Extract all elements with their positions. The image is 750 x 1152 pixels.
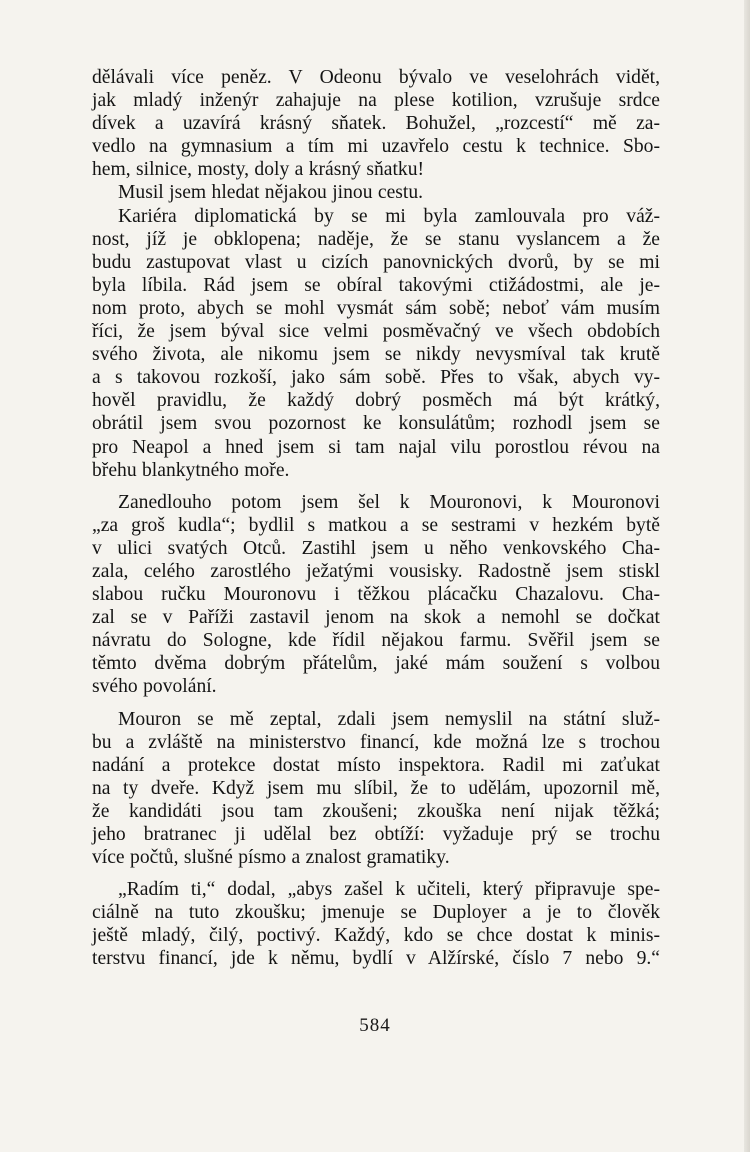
text-line: hověl pravidlu, že každý dobrý posměch má být krátký,: [92, 390, 660, 412]
text-line: hem, silnice, mosty, doly a krásný sňatku!: [92, 159, 425, 181]
text-line: dělávali více peněz. V Odeonu bývalo ve veselohrách vidět,: [92, 67, 660, 88]
text-line: Musil jsem hledat nějakou jinou cestu.: [118, 182, 424, 204]
text-line: Mouron se mě zeptal, zdali jsem nemyslil na státní služ-: [118, 708, 660, 730]
text-line: více počtů, slušné písmo a znalost gramatiky.: [92, 847, 450, 869]
text-line: říci, že jsem býval sice velmi posměvačný ve všech obdobích: [92, 321, 660, 343]
body-text: [92, 66, 660, 971]
text-line: Kariéra diplomatická by se mi byla zamlouvala pro váž-: [118, 205, 660, 227]
page-number: 584: [359, 1015, 391, 1036]
text-line: slabou ručku Mouronovu i těžkou plácačku Chazalovu. Cha-: [92, 584, 660, 606]
page-edge: [744, 0, 750, 1152]
text-line: byla líbila. Rád jsem se obíral takovými ctižádostmi, ale je-: [92, 274, 660, 296]
text-line: dívek a uzavírá krásný sňatek. Bohužel, „rozcestí“ mě za-: [92, 113, 660, 135]
text-line: návratu do Sologne, kde řídil nějakou farmu. Svěřil jsem se: [92, 630, 660, 652]
text-line: budu zastupovat vlast u cizích panovnických dvorů, by se mi: [92, 251, 660, 273]
text-line: ciálně na tuto zkoušku; jmenuje se Duployer a je to člověk: [92, 902, 660, 924]
text-line: „za groš kudla“; bydlil s matkou a se sestrami v hezkém bytě: [92, 514, 660, 536]
text-line: svého povolání.: [92, 676, 217, 698]
text-line: bu a zvláště na ministerstvo financí, kde možná lze s trochou: [92, 731, 660, 753]
text-line: zal se v Paříži zastavil jenom na skok a nemohl se dočkat: [92, 607, 660, 629]
text-line: na ty dveře. Když jsem mu slíbil, že to udělám, upozornil mě,: [92, 777, 660, 799]
text-line: nom proto, abych se mohl vysmát sám sobě; neboť vám musím: [92, 297, 660, 319]
text-line: těmto dvěma dobrým přátelům, jaké mám soužení s volbou: [92, 653, 660, 675]
text-line: obrátil jsem svou pozornost ke konsulátům; rozhodl jsem se: [92, 413, 660, 435]
text-line: a s takovou rozkoší, jako sám sobě. Přes to však, abych vy-: [92, 367, 660, 389]
text-line: vedlo na gymnasium a tím mi uzavřelo cestu k technice. Sbo-: [92, 136, 660, 158]
text-line: že kandidáti jsou tam zkoušeni; zkouška není nijak těžká;: [92, 800, 660, 822]
text-line: zala, celého zarostlého ježatými vousisky. Radostně jsem stiskl: [92, 560, 660, 582]
text-line: nost, jíž je obklopena; naděje, že se stanu vyslancem a že: [92, 228, 660, 250]
text-line: svého života, ale nikomu jsem se nikdy nevysmíval tak krutě: [92, 344, 660, 366]
text-line: nadání a protekce dostat místo inspektora. Radil mi zaťukat: [92, 754, 660, 776]
text-line: jeho bratranec ji udělal bez obtíží: vyžaduje prý se trochu: [92, 824, 660, 845]
text-line: Zanedlouho potom jsem šel k Mouronovi, k Mouronovi: [118, 491, 660, 513]
text-line: terstvu financí, jde k němu, bydlí v Alžírské, číslo 7 nebo 9.“: [92, 948, 660, 970]
text-line: ještě mladý, čilý, poctivý. Každý, kdo se chce dostat k minis-: [92, 925, 660, 947]
text-line: břehu blankytného moře.: [92, 459, 290, 481]
text-line: jak mladý inženýr zahajuje na plese kotilion, vzrušuje srdce: [92, 90, 660, 112]
text-line: v ulici svatých Otců. Zastihl jsem u něho venkovského Cha-: [92, 537, 660, 559]
text-line: „Radím ti,“ dodal, „abys zašel k učiteli, který připravuje spe-: [118, 879, 660, 901]
text-line: pro Neapol a hned jsem si tam najal vilu porostlou révou na: [92, 436, 660, 458]
